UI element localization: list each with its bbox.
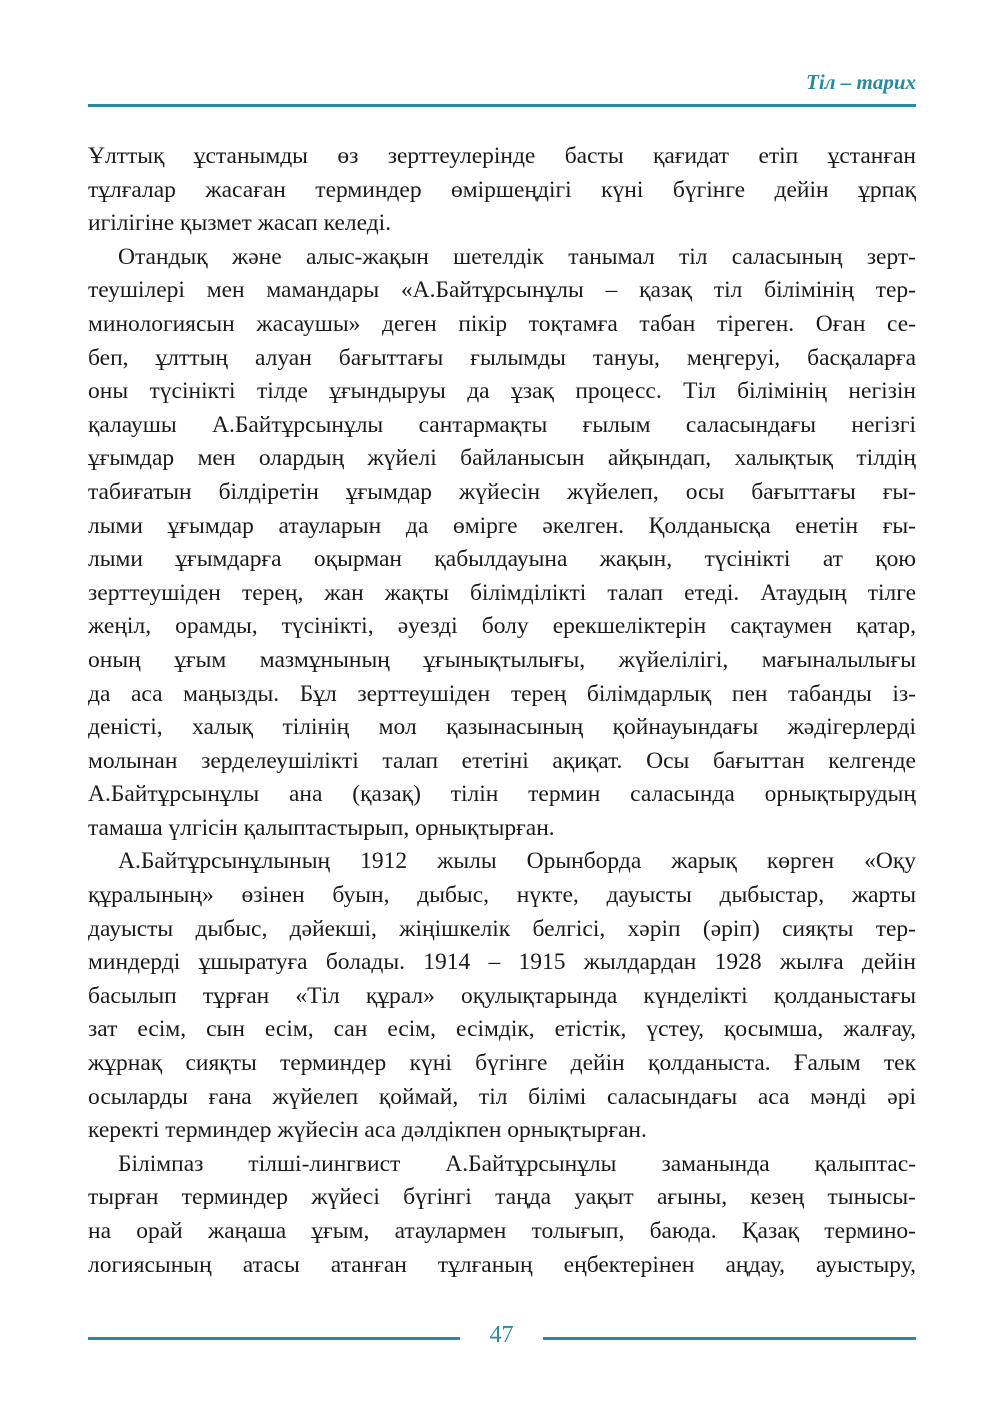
text-line: тырған терминдер жүйесі бүгінгі таңда уақыт ағыны, кезең тынысы- [88,1184,916,1211]
text-line: лыми ұғымдарға оқырман қабылдауына жақын, түсінікті ат қою [88,546,916,573]
text-line: деністі, халық тілінің мол қазынасының қойнауындағы жәдігерлерді [88,714,916,741]
text-line: тұлғалар жасаған терминдер өміршеңдігі күні бүгінге дейін ұрпақ [88,176,916,203]
text-line: басылып тұрған «Тіл құрал» оқулықтарында күнделікті қолданыстағы [88,982,916,1009]
text-line: жұрнақ сияқты терминдер күні бүгінге дейін қолданыста. Ғалым тек [88,1050,916,1077]
text-line: на орай жаңаша ұғым, атаулармен толығып, баюда. Қазақ термино- [88,1218,916,1244]
paragraph [88,1148,916,1282]
text-line: Ұлттық ұстанымды өз зерттеулерінде басты қағидат етіп ұстанған [88,143,916,169]
text-line: молынан зерделеушілікті талап ететіні ақиқат. Осы бағыттан келгенде [88,747,916,774]
paragraph [88,241,916,846]
page-number: 47 [489,1322,514,1348]
running-head-title: Тіл – тарих [806,70,916,94]
text-line: игілігіне қызмет жасап келеді. [88,210,392,237]
paragraph [88,140,916,241]
footer-rule-right [543,1337,916,1340]
text-line: қалаушы А.Байтұрсынұлы сантармақты ғылым саласындағы негізгі [88,411,916,438]
text-line: оны түсінікті тілде ұғындыруы да ұзақ процесс. Тіл білімінің негізін [88,378,916,405]
text-line: табиғатын білдіретін ұғымдар жүйесін жүйелеп, осы бағыттағы ғы- [88,478,916,505]
text-line: Білімпаз тілші-лингвист А.Байтұрсынұлы заманында қалыптас- [118,1150,916,1177]
text-line: Отандық және алыс-жақын шетелдік танымал тіл саласының зерт- [118,243,916,270]
text-line: лыми ұғымдар атауларын да өмірге әкелген. Қолданысқа енетін ғы- [88,512,916,539]
text-line: логиясының атасы атанған тұлғаның еңбектерінен аңдау, ауыстыру, [88,1251,916,1278]
text-line: ұғымдар мен олардың жүйелі байланысын айқындап, халықтық тілдің [88,445,916,472]
text-line: осыларды ғана жүйелеп қоймай, тіл білімі саласындағы аса мәнді әрі [88,1083,916,1110]
text-line: жеңіл, орамды, түсінікті, әуезді болу ерекшеліктерін сақтаумен қатар, [88,613,916,640]
header-rule [88,104,916,107]
text-line: А.Байтұрсынұлы ана (қазақ) тілін термин саласында орнықтырудың [88,781,916,808]
body-text [88,140,916,1282]
text-line: зат есім, сын есім, сан есім, есімдік, етістік, үстеу, қосымша, жалғау, [88,1016,916,1043]
text-line: керекті терминдер жүйесін аса дәлдікпен орнықтырған. [88,1117,647,1144]
text-line: зерттеушіден терең, жан жақты білімділікті талап етеді. Атаудың тілге [88,579,916,606]
paragraph [88,845,916,1147]
footer-rule-left [88,1337,460,1340]
text-line: тамаша үлгісін қалыптастырып, орнықтырған. [88,814,555,841]
text-line: А.Байтұрсынұлының 1912 жылы Орынборда жарық көрген «Оқу [118,848,916,875]
text-line: құралының» өзінен буын, дыбыс, нүкте, дауысты дыбыстар, жарты [88,882,916,909]
text-line: теушілері мен мамандары «А.Байтұрсынұлы – қазақ тіл білімінің тер- [88,277,916,304]
text-line: да аса маңызды. Бұл зерттеушіден терең білімдарлық пен табанды із- [88,680,916,707]
text-line: дауысты дыбыс, дәйекші, жіңішкелік белгісі, хәріп (әріп) сияқты тер- [88,915,916,942]
text-line: беп, ұлттың алуан бағыттағы ғылымды тануы, меңгеруі, басқаларға [88,344,916,371]
text-line: минологиясын жасаушы» деген пікір тоқтамға табан тіреген. Оған се- [88,310,916,337]
text-line: миндерді ұшыратуға болады. 1914 – 1915 жылдардан 1928 жылға дейін [88,949,916,976]
text-line: оның ұғым мазмұнының ұғынықтылығы, жүйелілігі, мағыналылығы [88,646,916,673]
